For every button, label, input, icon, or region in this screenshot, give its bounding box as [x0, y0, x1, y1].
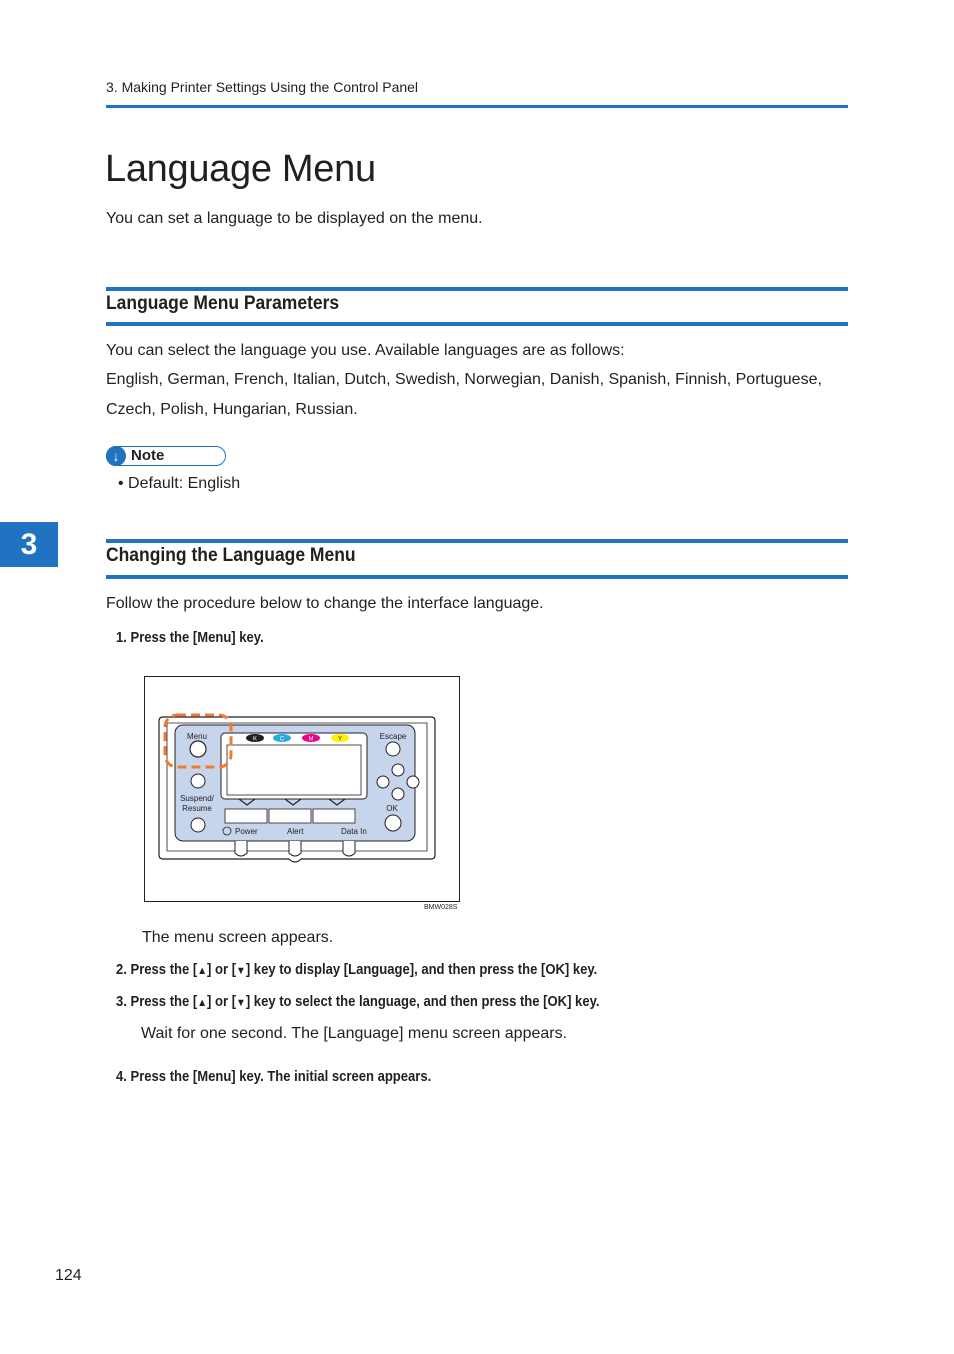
step-1-result: The menu screen appears.	[142, 929, 334, 946]
step-3-part-a: 3. Press the [	[116, 994, 198, 1010]
languages-line: English, German, French, Italian, Dutch, Swedish, Norwegian, Danish, Spanish, Finnish, Portuguese,	[106, 371, 822, 388]
ok-key-label: OK	[386, 804, 398, 813]
suspend-label: Suspend/	[180, 794, 214, 803]
resume-label: Resume	[182, 804, 212, 813]
step-2-part-a: 2. Press the [	[116, 962, 198, 978]
control-panel-illustration	[145, 677, 459, 901]
section2-top-rule	[106, 539, 848, 543]
toner-c-label: C	[279, 736, 285, 743]
section1-heading: Language Menu Parameters	[106, 293, 340, 314]
note-badge	[106, 446, 226, 466]
down-arrow-icon: ▼	[236, 997, 246, 1009]
step-3-part-c: ] key to select the language, and then press the [OK] key.	[245, 994, 600, 1010]
step-2-part-b: ] or [	[207, 962, 237, 978]
section1-bottom-rule	[106, 322, 848, 326]
section2-bottom-rule	[106, 575, 848, 579]
section2-intro: Follow the procedure below to change the interface language.	[106, 595, 544, 612]
up-arrow-icon: ▲	[197, 965, 208, 977]
toner-m-label: M	[308, 736, 314, 743]
toner-k-label: K	[252, 736, 258, 743]
control-panel-figure	[144, 676, 460, 902]
toner-y-label: Y	[337, 736, 343, 743]
step-4: 4. Press the [Menu] key. The initial screen appears.	[116, 1069, 432, 1085]
languages-line-end: Czech, Polish, Hungarian, Russian.	[106, 401, 358, 418]
data-in-indicator-label: Data In	[341, 827, 367, 836]
header-rule	[106, 105, 848, 108]
menu-key	[190, 741, 206, 757]
step-1: 1. Press the [Menu] key.	[116, 630, 264, 646]
menu-key-label: Menu	[186, 732, 208, 741]
note-item: • Default: English	[118, 475, 241, 492]
alert-indicator-label: Alert	[287, 827, 304, 836]
note-label: Note	[131, 447, 165, 464]
section1-line1: You can select the language you use. Available languages are as follows:	[106, 342, 625, 359]
escape-key-label: Escape	[379, 732, 407, 741]
chapter-tab: 3	[0, 522, 58, 567]
step-3	[116, 994, 599, 1010]
page-number: 124	[55, 1267, 82, 1284]
page-title: Language Menu	[105, 148, 376, 190]
step-2-part-c: ] key to display [Language], and then press the [OK] key.	[245, 962, 598, 978]
note-arrow-icon: ↓	[106, 446, 126, 466]
step-2	[116, 962, 597, 978]
running-header: 3. Making Printer Settings Using the Control Panel	[106, 79, 419, 95]
power-indicator-label: Power	[235, 827, 258, 836]
intro-text: You can set a language to be displayed on the menu.	[106, 210, 483, 227]
up-arrow-icon: ▲	[197, 997, 208, 1009]
figure-code: BMW028S	[424, 904, 458, 911]
step-3-part-b: ] or [	[207, 994, 237, 1010]
section2-heading: Changing the Language Menu	[106, 545, 356, 566]
section1-top-rule	[106, 287, 848, 291]
down-arrow-icon: ▼	[236, 965, 246, 977]
step-3-result: Wait for one second. The [Language] menu screen appears.	[141, 1025, 568, 1042]
